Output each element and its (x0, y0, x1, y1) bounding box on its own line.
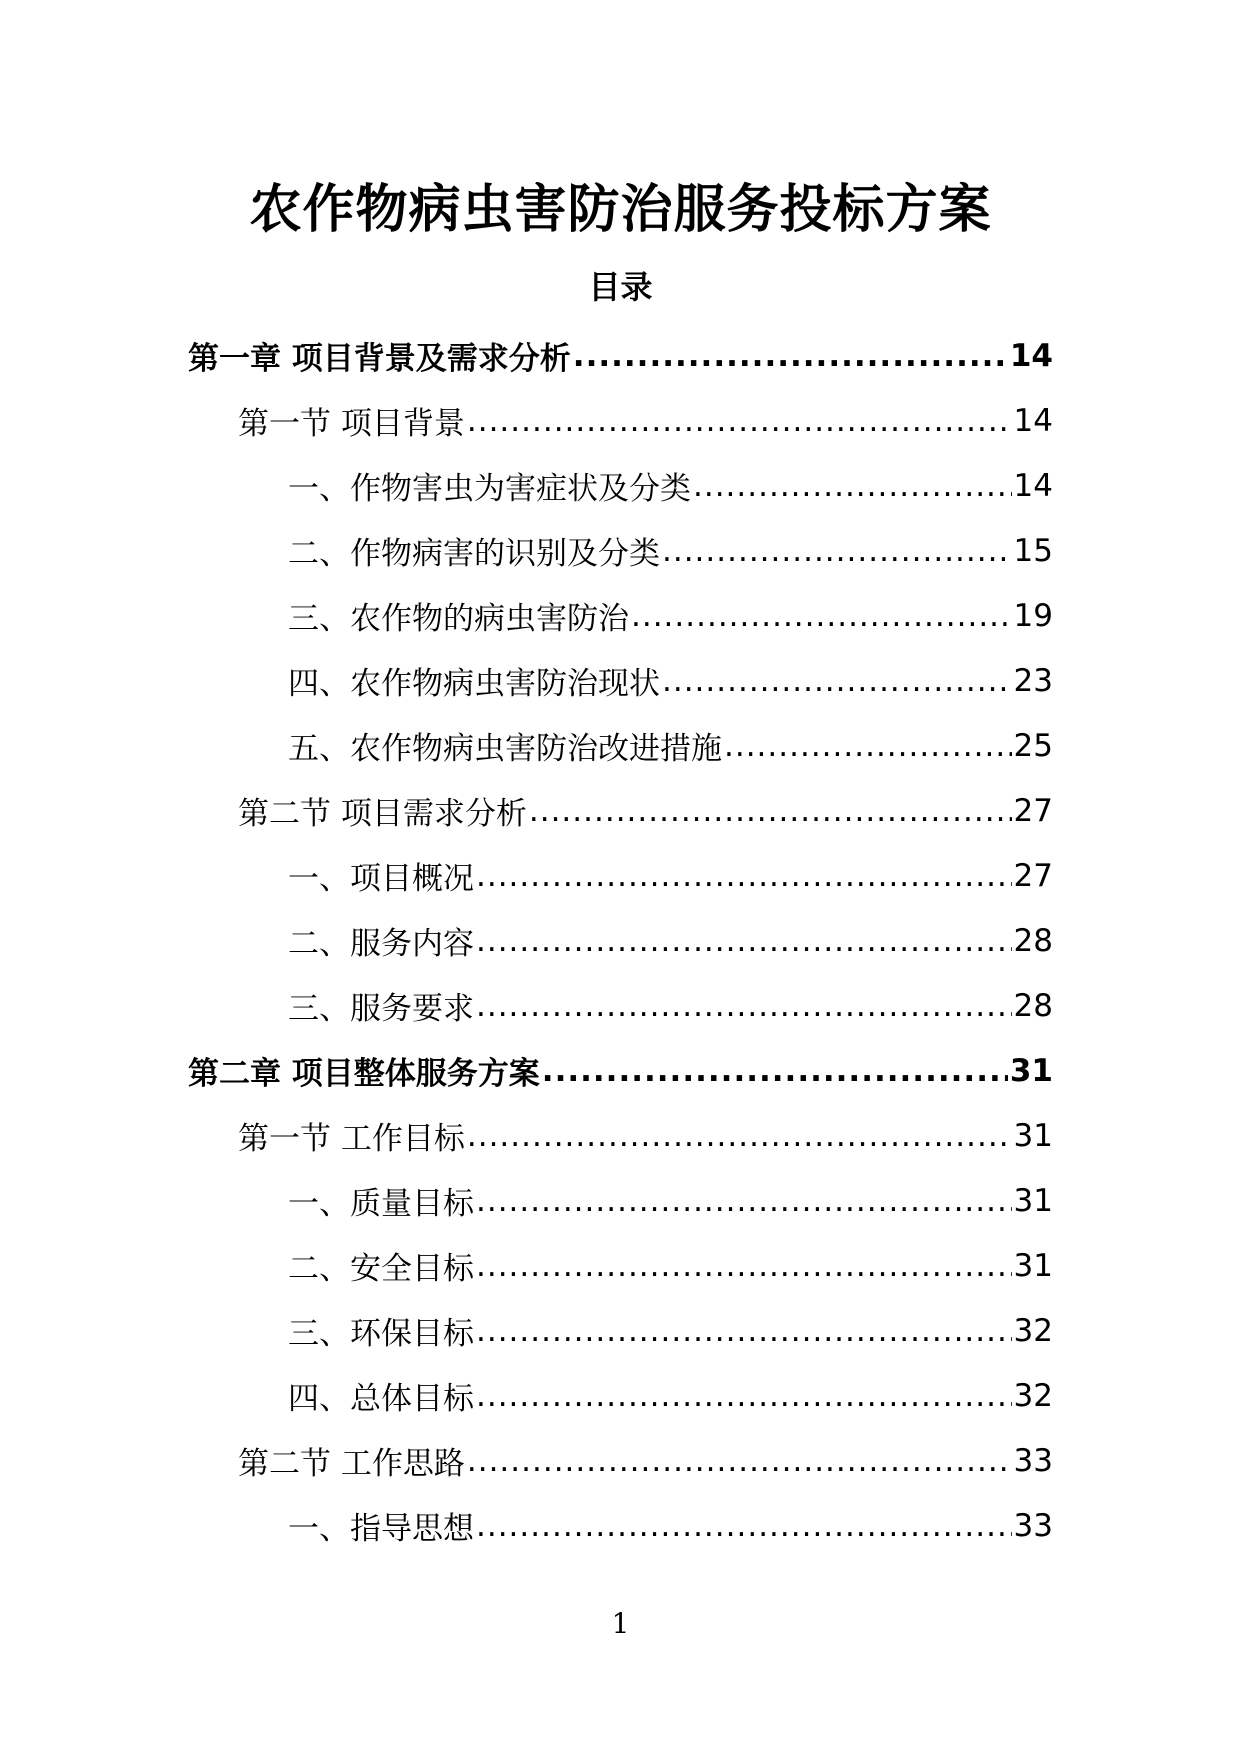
toc-dot-leader (476, 858, 1012, 894)
toc-entry-page: 27 (1013, 857, 1053, 894)
toc-dot-leader (573, 338, 1008, 374)
toc-dot-leader (631, 598, 1012, 634)
toc-dot-leader (467, 1118, 1012, 1154)
toc-dot-leader (662, 663, 1012, 699)
toc-entry-label: 四、总体目标 (288, 1381, 474, 1417)
toc-entry-page: 14 (1009, 337, 1053, 374)
toc-entry-page: 31 (1013, 1247, 1053, 1284)
toc-entry-page: 27 (1013, 792, 1053, 829)
toc-entry-page: 32 (1013, 1312, 1053, 1349)
toc-entry-label: 一、项目概况 (288, 861, 474, 897)
toc-entry-label: 二、作物病害的识别及分类 (288, 536, 660, 572)
toc-dot-leader (476, 1378, 1012, 1414)
toc-entry-page: 28 (1013, 987, 1053, 1024)
toc-dot-leader (476, 1313, 1012, 1349)
toc-dot-leader (476, 1248, 1012, 1284)
toc-entry-subsection[interactable] (0, 453, 1241, 518)
toc-dot-leader (476, 1183, 1012, 1219)
toc-entry-label: 第二节 工作思路 (238, 1446, 465, 1482)
toc-entry-label: 第一节 项目背景 (238, 406, 465, 442)
toc-entry-page: 33 (1013, 1507, 1053, 1544)
toc-entry-page: 25 (1013, 727, 1053, 764)
toc-entry-subsection[interactable] (0, 1168, 1241, 1233)
document-title: 农作物病虫害防治服务投标方案 (249, 180, 992, 240)
toc-entry-section[interactable] (0, 1428, 1241, 1493)
toc-entry-label: 三、服务要求 (288, 991, 474, 1027)
table-of-contents (0, 323, 1241, 1558)
toc-entry-subsection[interactable] (0, 843, 1241, 908)
toc-entry-label: 三、农作物的病虫害防治 (288, 601, 629, 637)
toc-entry-page: 15 (1013, 532, 1053, 569)
toc-entry-label: 第一节 工作目标 (238, 1121, 465, 1157)
toc-entry-page: 14 (1013, 467, 1053, 504)
toc-entry-label: 四、农作物病虫害防治现状 (288, 666, 660, 702)
toc-entry-subsection[interactable] (0, 973, 1241, 1038)
toc-entry-label: 一、作物害虫为害症状及分类 (288, 471, 691, 507)
toc-entry-page: 32 (1013, 1377, 1053, 1414)
toc-dot-leader (693, 468, 1012, 504)
toc-entry-subsection[interactable] (0, 1493, 1241, 1558)
toc-dot-leader (662, 533, 1012, 569)
toc-dot-leader (529, 793, 1012, 829)
toc-entry-subsection[interactable] (0, 648, 1241, 713)
toc-entry-label: 第二章 项目整体服务方案 (188, 1056, 540, 1092)
toc-entry-label: 一、指导思想 (288, 1511, 474, 1547)
toc-entry-page: 14 (1013, 402, 1053, 439)
toc-entry-label: 二、安全目标 (288, 1251, 474, 1287)
toc-dot-leader (724, 728, 1012, 764)
toc-entry-subsection[interactable] (0, 713, 1241, 778)
toc-dot-leader (467, 1443, 1012, 1479)
toc-entry-page: 23 (1013, 662, 1053, 699)
toc-dot-leader (542, 1053, 1008, 1089)
toc-entry-label: 第二节 项目需求分析 (238, 796, 527, 832)
toc-entry-section[interactable] (0, 388, 1241, 453)
toc-dot-leader (467, 403, 1012, 439)
toc-entry-page: 31 (1013, 1117, 1053, 1154)
toc-entry-label: 一、质量目标 (288, 1186, 474, 1222)
toc-dot-leader (476, 988, 1012, 1024)
toc-entry-subsection[interactable] (0, 1363, 1241, 1428)
toc-dot-leader (476, 923, 1012, 959)
toc-entry-page: 31 (1009, 1052, 1053, 1089)
toc-entry-page: 19 (1013, 597, 1053, 634)
toc-entry-subsection[interactable] (0, 518, 1241, 583)
toc-entry-chapter-1[interactable] (0, 323, 1241, 388)
toc-entry-subsection[interactable] (0, 908, 1241, 973)
toc-entry-label: 五、农作物病虫害防治改进措施 (288, 731, 722, 767)
toc-heading: 目录 (588, 268, 653, 306)
toc-entry-chapter-2[interactable] (0, 1038, 1241, 1103)
toc-entry-page: 31 (1013, 1182, 1053, 1219)
toc-entry-label: 三、环保目标 (288, 1316, 474, 1352)
toc-entry-section[interactable] (0, 1103, 1241, 1168)
toc-entry-label: 二、服务内容 (288, 926, 474, 962)
toc-entry-subsection[interactable] (0, 1233, 1241, 1298)
toc-entry-subsection[interactable] (0, 583, 1241, 648)
toc-entry-page: 33 (1013, 1442, 1053, 1479)
toc-dot-leader (476, 1508, 1012, 1544)
toc-entry-label: 第一章 项目背景及需求分析 (188, 341, 571, 377)
toc-entry-page: 28 (1013, 922, 1053, 959)
toc-entry-section[interactable] (0, 778, 1241, 843)
toc-entry-subsection[interactable] (0, 1298, 1241, 1363)
page-number: 1 (611, 1607, 630, 1640)
